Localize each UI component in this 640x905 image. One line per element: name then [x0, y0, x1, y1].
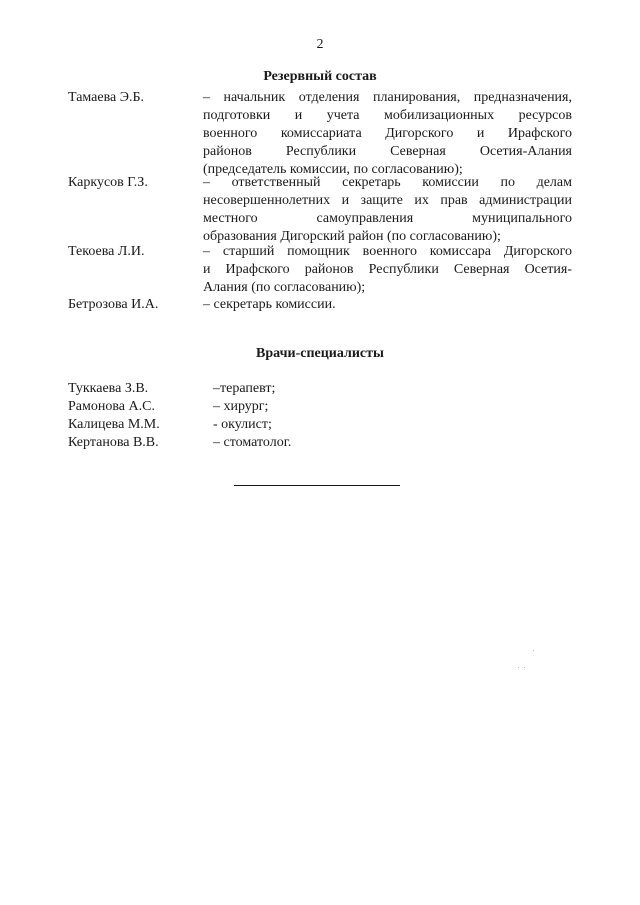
description-line: районов Республики Северная Осетия-Алания [203, 144, 572, 159]
description-line: военного комиссариата Дигорского и Ирафского [203, 126, 572, 141]
description-line: – секретарь комиссии. [203, 297, 336, 312]
doctor-name: Рамонова А.С. [68, 399, 155, 414]
member-name: Каркусов Г.З. [68, 175, 148, 190]
doctor-role: –терапевт; [213, 381, 276, 396]
description-line: Алания (по согласованию); [203, 280, 366, 295]
description-line: подготовки и учета мобилизационных ресурсов [203, 108, 572, 123]
reserve-member [68, 243, 572, 297]
member-description [203, 296, 572, 314]
page-number: 2 [316, 37, 324, 52]
description-line: – ответственный секретарь комиссии по делам [203, 175, 572, 190]
description-line: образования Дигорский район (по согласованию); [203, 229, 501, 244]
reserve-member [68, 89, 572, 179]
doctor-role: - окулист; [213, 417, 272, 432]
doctor-name: Кертанова В.В. [68, 435, 159, 450]
reserve-section-title: Резервный состав [263, 69, 377, 84]
reserve-member [68, 174, 572, 246]
scan-speck [533, 650, 534, 651]
reserve-member [68, 296, 572, 314]
description-line: – начальник отделения планирования, предназначения, [203, 90, 572, 105]
doctors-section-title: Врачи-специалисты [256, 346, 384, 361]
closing-rule-line [234, 485, 400, 486]
doctor-name: Туккаева З.В. [68, 381, 149, 396]
doctor-role: – хирург; [213, 399, 269, 414]
scan-speck [524, 667, 525, 668]
member-description [203, 89, 572, 179]
description-line: (председатель комиссии, по согласованию); [203, 162, 463, 177]
member-name: Бетрозова И.А. [68, 297, 159, 312]
description-line: и Ирафского районов Республики Северная Осетия- [203, 262, 572, 277]
doctor-name: Калицева М.М. [68, 417, 160, 432]
description-line: несовершеннолетних и защите их прав администрации [203, 193, 572, 208]
member-name: Текоева Л.И. [68, 244, 145, 259]
member-description [203, 243, 572, 297]
doctor-role: – стоматолог. [213, 435, 292, 450]
scan-speck [518, 667, 519, 668]
member-description [203, 174, 572, 246]
description-line: – старший помощник военного комиссара Дигорского [203, 244, 572, 259]
description-line: местного самоуправления муниципального [203, 211, 572, 226]
member-name: Тамаева Э.Б. [68, 90, 145, 105]
